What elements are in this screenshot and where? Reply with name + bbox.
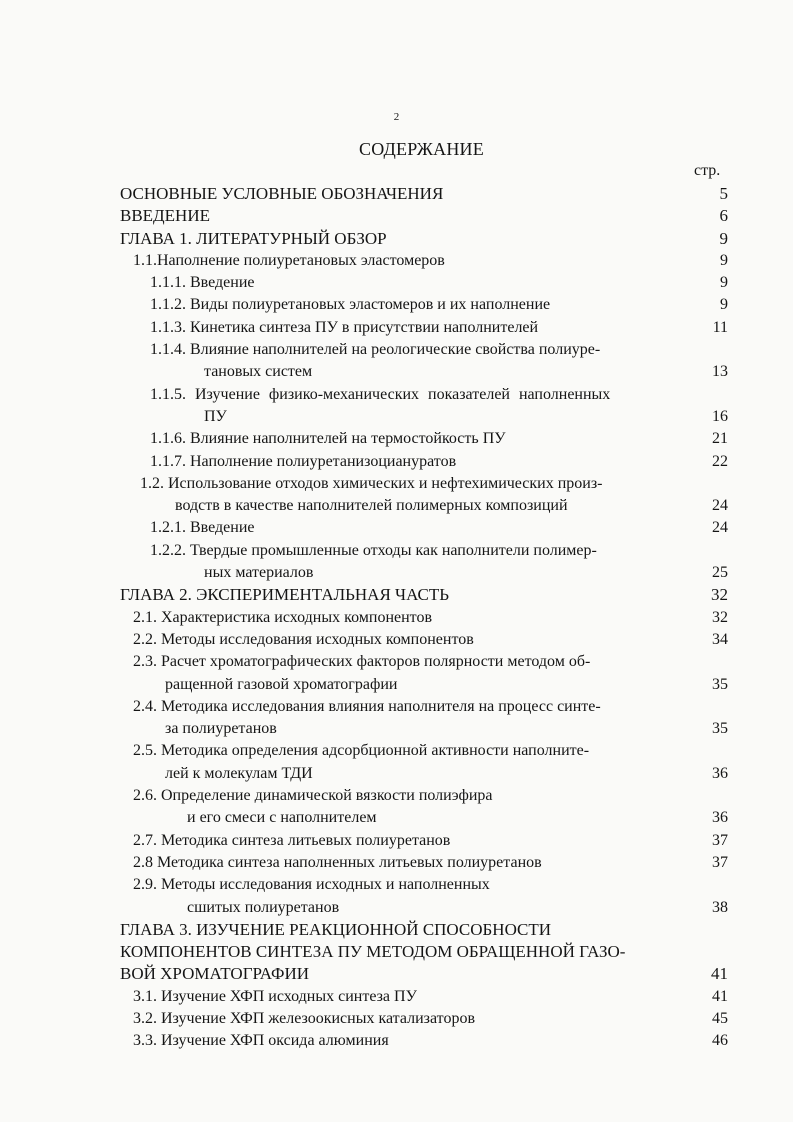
toc-entry-page: 36 [712, 809, 728, 827]
toc-entry-text: 1.2.1. Введение [150, 519, 255, 537]
toc-entry-text: 1.1.2. Виды полиуретановых эластомеров и их наполнение [150, 296, 551, 314]
toc-entry [120, 696, 728, 741]
toc-entry-text [120, 651, 590, 696]
toc-entry [120, 919, 728, 986]
toc-entry-text [120, 473, 603, 518]
toc-entry-page: 46 [712, 1032, 728, 1050]
toc-entry-line: ных материалов [204, 564, 314, 582]
toc-entry-text: ГЛАВА 2. ЭКСПЕРИМЕНТАЛЬНАЯ ЧАСТЬ [120, 585, 450, 605]
toc-entry [120, 830, 728, 852]
toc-entry-text: ГЛАВА 1. ЛИТЕРАТУРНЫЙ ОБЗОР [120, 228, 387, 248]
toc-entry-line: 2.6. Определение динамической вязкости полиэфира [133, 787, 493, 805]
toc-entry-page: 34 [712, 630, 728, 648]
toc-entry-page: 24 [712, 497, 728, 515]
toc-entry [120, 540, 728, 585]
toc-entry-page: 45 [712, 1009, 728, 1027]
toc-entry-page: 35 [712, 675, 728, 693]
toc-entry-text: 3.1. Изучение ХФП исходных синтеза ПУ [133, 987, 417, 1005]
toc-entry [120, 651, 728, 696]
toc-entry [120, 473, 728, 518]
page-number: 2 [393, 111, 400, 123]
toc-entry [120, 584, 728, 606]
toc-entry-line: 2.5. Методика определения адсорбционной активности наполните- [133, 742, 590, 760]
toc-entry-text [120, 696, 601, 741]
toc-entry-text: 2.7. Методика синтеза литьевых полиуретанов [133, 831, 451, 849]
toc-entry-page: 13 [712, 363, 728, 381]
toc-entry [120, 228, 728, 250]
toc-entry [120, 740, 728, 785]
toc-entry-page: 37 [712, 831, 728, 849]
toc-entry [120, 607, 728, 629]
toc-entry-text [120, 540, 597, 585]
toc-entry-line: ращенной газовой хроматографии [165, 675, 398, 693]
toc-entry-text [120, 339, 600, 384]
toc-entry-page: 16 [712, 407, 728, 425]
toc-entry [120, 874, 728, 919]
toc-entry [120, 1030, 728, 1052]
toc-entry [120, 339, 728, 384]
toc-entry-page: 41 [711, 964, 728, 984]
toc-entry-line: ПУ [204, 407, 227, 425]
toc-entry [120, 205, 728, 227]
toc-entry-text [120, 384, 610, 429]
toc-entry-line: 1.2. Использование отходов химических и нефтехимических произ- [140, 474, 603, 492]
toc-entry-page: 38 [712, 898, 728, 916]
toc-entry-page: 21 [712, 430, 728, 448]
toc-entry-text [120, 919, 625, 986]
toc-entry-text: 1.1.7. Наполнение полиуретанизоциануратов [150, 452, 457, 470]
toc-entry [120, 272, 728, 294]
toc-entry [120, 384, 728, 429]
toc-entry-page: 9 [719, 228, 728, 248]
toc-entry-page: 36 [712, 764, 728, 782]
toc-entry-page: 37 [712, 853, 728, 871]
toc-entry-line: 1.1.4. Влияние наполнителей на реологические свойства полиуре- [150, 341, 601, 359]
toc-entry-text [120, 874, 490, 919]
toc-entry-line: 2.4. Методика исследования влияния наполнителя на процесс синте- [133, 697, 601, 715]
toc-entry-page: 5 [719, 184, 728, 203]
toc-entry-page: 9 [720, 251, 728, 269]
toc-entry [120, 428, 728, 450]
toc-entry [120, 294, 728, 316]
toc-entry-page: 32 [711, 585, 728, 605]
toc-entry [120, 317, 728, 339]
toc-entry-line: за полиуретанов [165, 720, 277, 738]
toc-entry-line: КОМПОНЕНТОВ СИНТЕЗА ПУ МЕТОДОМ ОБРАЩЕННОЙ ГАЗО- [120, 942, 626, 962]
toc-entry-page: 22 [712, 452, 728, 470]
page-column-label: стр. [694, 162, 721, 179]
toc-entry [120, 517, 728, 539]
toc-entry [120, 785, 728, 830]
toc-entry-line: ГЛАВА 3. ИЗУЧЕНИЕ РЕАКЦИОННОЙ СПОСОБНОСТИ [120, 919, 552, 939]
table-of-contents [120, 183, 728, 1053]
page-title: СОДЕРЖАНИЕ [359, 139, 484, 159]
toc-entry-line: лей к молекулам ТДИ [165, 764, 313, 782]
toc-entry-line: и его смеси с наполнителем [187, 809, 377, 827]
toc-entry-text: 2.1. Характеристика исходных компонентов [133, 608, 433, 626]
toc-entry-page: 32 [712, 608, 728, 626]
toc-entry [120, 986, 728, 1008]
toc-entry-page: 6 [719, 206, 728, 226]
toc-entry [120, 250, 728, 272]
toc-entry-page: 24 [712, 519, 728, 537]
toc-entry-line: ВОЙ ХРОМАТОГРАФИИ [120, 964, 309, 984]
toc-entry-text [120, 740, 589, 785]
toc-entry-text: 3.2. Изучение ХФП железоокисных катализаторов [133, 1009, 475, 1027]
toc-entry [120, 1008, 728, 1030]
toc-entry-line: тановых систем [204, 363, 313, 381]
toc-entry-text: 1.1.Наполнение полиуретановых эластомеров [133, 251, 445, 269]
toc-entry-page: 41 [712, 987, 728, 1005]
toc-entry-text: 1.1.6. Влияние наполнителей на термостойкость ПУ [150, 430, 506, 448]
toc-entry-text: 3.3. Изучение ХФП оксида алюминия [133, 1032, 389, 1050]
toc-entry-text [120, 785, 493, 830]
toc-entry-page: 25 [712, 564, 728, 582]
toc-entry [120, 852, 728, 874]
toc-entry-line: 1.1.5. Изучение физико-механических показателей наполненных [150, 385, 611, 403]
toc-entry-text: 2.8 Методика синтеза наполненных литьевых полиуретанов [133, 853, 542, 871]
toc-entry-page: 9 [720, 296, 728, 314]
toc-entry-text: 1.1.3. Кинетика синтеза ПУ в присутствии наполнителей [150, 318, 539, 336]
toc-entry-text: ОСНОВНЫЕ УСЛОВНЫЕ ОБОЗНАЧЕНИЯ [120, 184, 444, 203]
toc-entry-text: 1.1.1. Введение [150, 274, 255, 292]
toc-entry-line: 2.9. Методы исследования исходных и наполненных [133, 876, 490, 894]
toc-entry [120, 629, 728, 651]
toc-entry-text: ВВЕДЕНИЕ [120, 206, 210, 226]
toc-entry-line: водств в качестве наполнителей полимерных композиций [175, 497, 568, 515]
toc-entry-line: 2.3. Расчет хроматографических факторов полярности методом об- [133, 653, 591, 671]
toc-entry-page: 35 [712, 720, 728, 738]
toc-entry-line: 1.2.2. Твердые промышленные отходы как наполнители полимер- [150, 541, 597, 559]
toc-entry [120, 451, 728, 473]
toc-entry-text: 2.2. Методы исследования исходных компонентов [133, 630, 474, 648]
toc-entry-page: 9 [720, 274, 728, 292]
toc-entry [120, 183, 728, 205]
toc-entry-page: 11 [712, 318, 728, 336]
toc-entry-line: сшитых полиуретанов [187, 898, 340, 916]
